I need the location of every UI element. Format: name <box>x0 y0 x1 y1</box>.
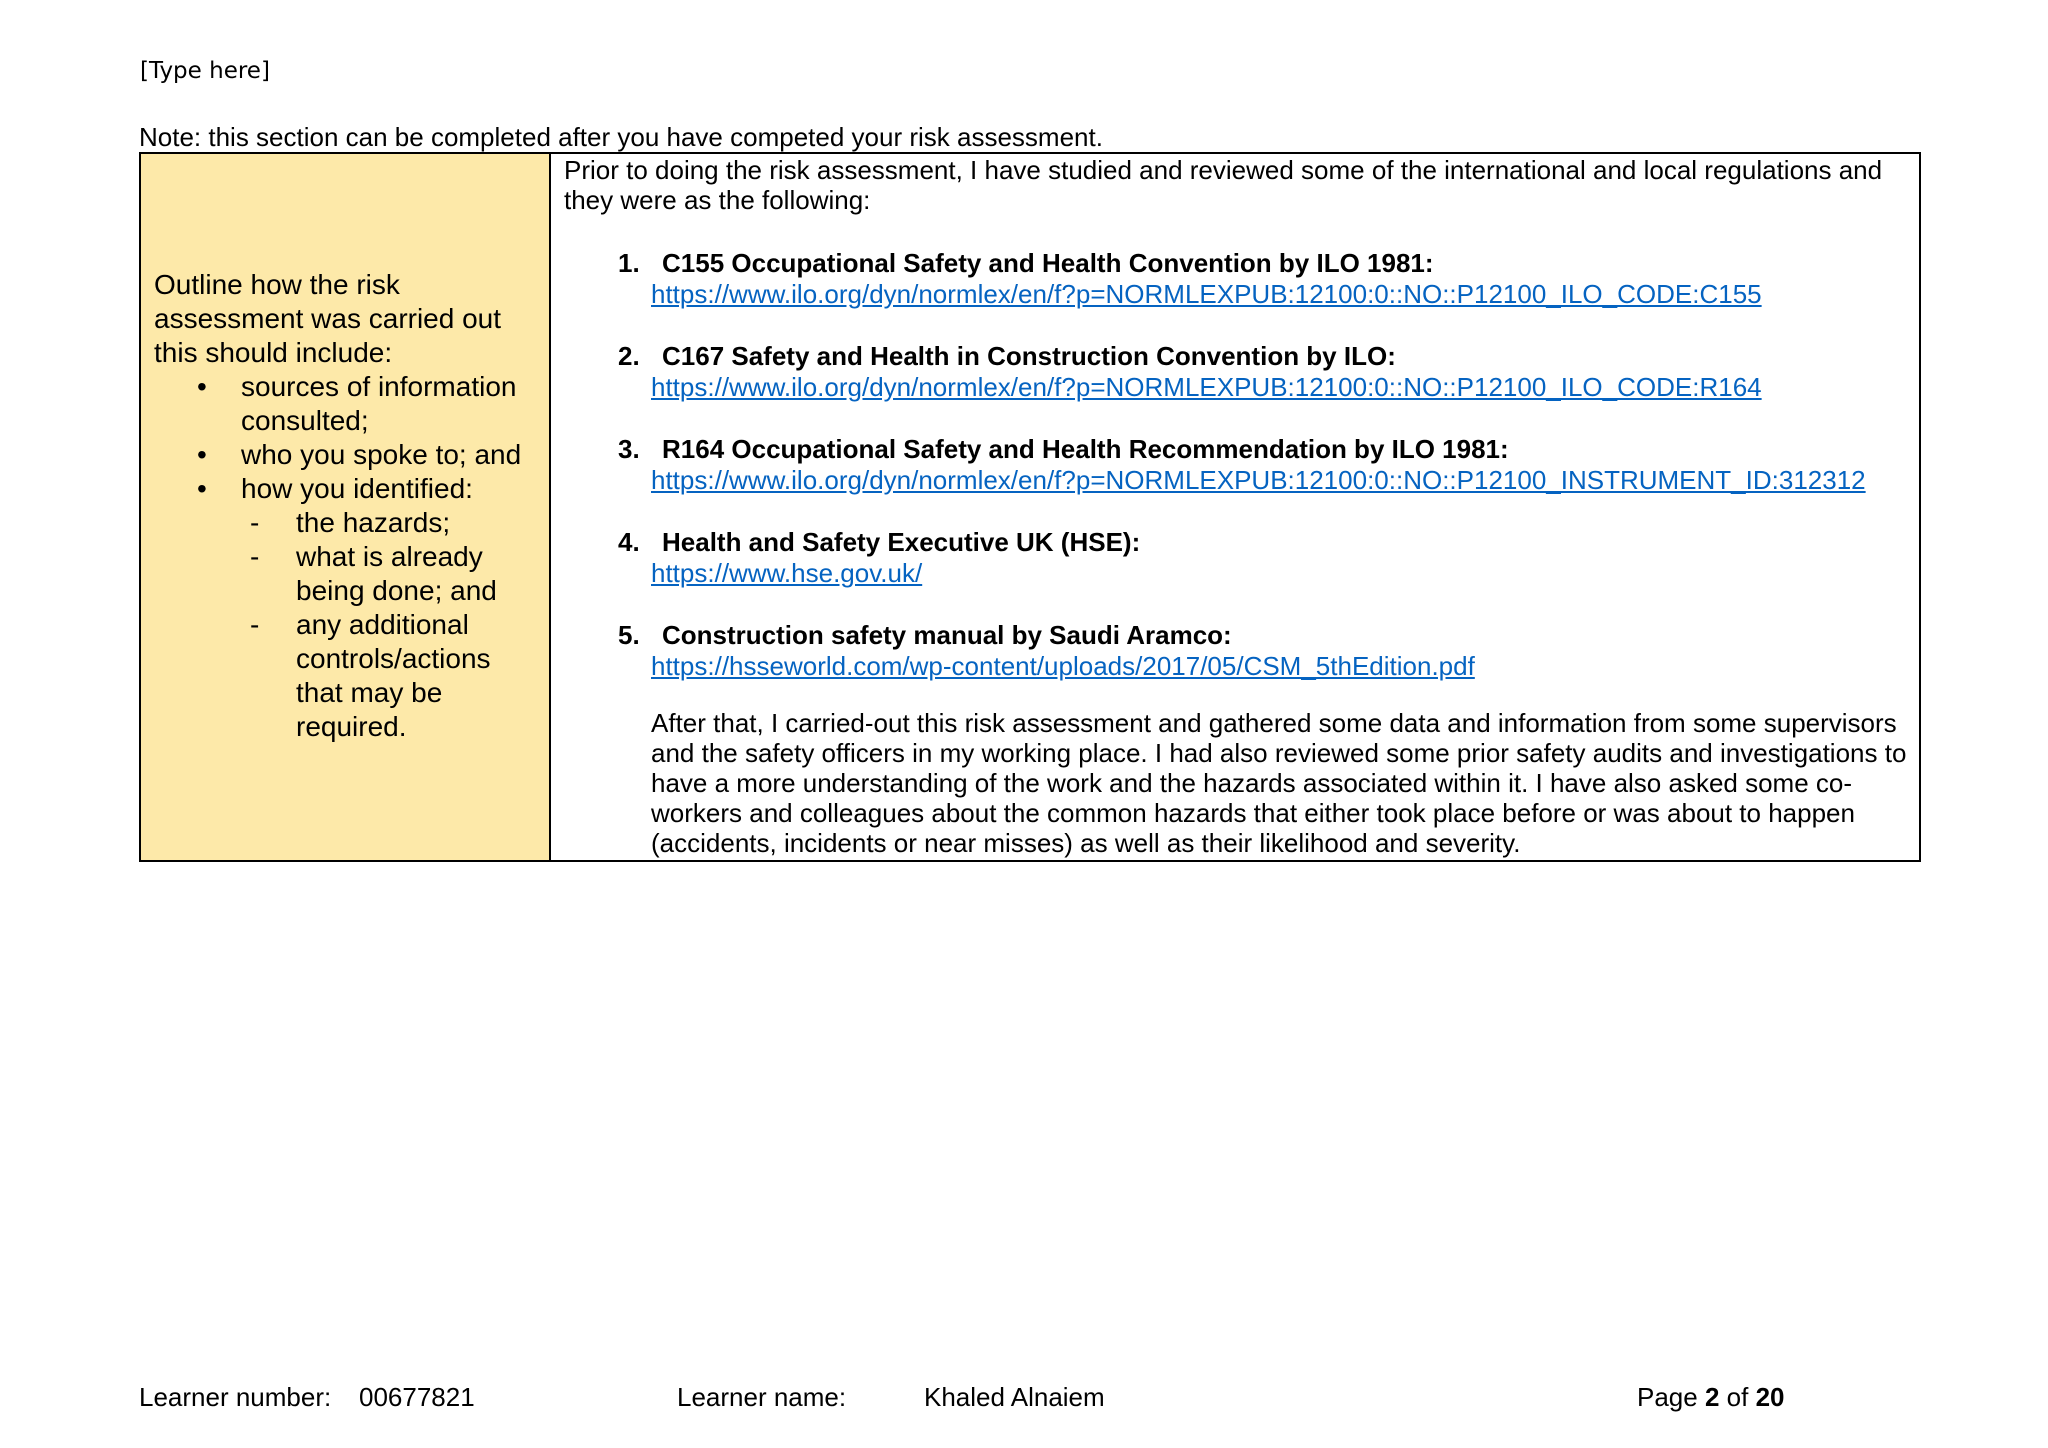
sub-item <box>154 540 544 608</box>
reference-title: R164 Occupational Safety and Health Recommendation by ILO 1981: <box>662 434 1509 464</box>
prompt-text: Outline how the risk assessment was carried out this should include: <box>154 269 502 368</box>
dash-icon: - <box>250 507 260 538</box>
page-total: 20 <box>1755 1382 1785 1412</box>
intro-paragraph: Prior to doing the risk assessment, I have studied and reviewed some of the international and local regulations and they were as the following: <box>564 155 1883 215</box>
reference-number: 1. <box>618 248 640 278</box>
sub-item-text: any additional controls/actions that may be required. <box>296 609 491 742</box>
reference-title: Construction safety manual by Saudi Aramco: <box>662 620 1232 650</box>
reference-link[interactable]: https://www.hse.gov.uk/ <box>651 558 923 588</box>
reference-title: C167 Safety and Health in Construction Convention by ILO: <box>662 341 1396 371</box>
reference-item <box>618 527 1918 589</box>
reference-item <box>618 248 1918 310</box>
reference-link[interactable]: https://www.ilo.org/dyn/normlex/en/f?p=NORMLEXPUB:12100:0::NO::P12100_INSTRUMENT_ID:312312 <box>651 465 1866 495</box>
bullet-text: who you spoke to; and <box>241 439 522 470</box>
sub-item <box>154 506 544 540</box>
bullet-icon: • <box>197 439 207 470</box>
learner-number-label: Learner number: <box>139 1382 332 1412</box>
dash-icon: - <box>250 541 260 572</box>
bullet-icon: • <box>197 473 207 504</box>
reference-item <box>618 434 1918 496</box>
section-note: Note: this section can be completed after you have competed your risk assessment. <box>139 122 1103 152</box>
response-cell <box>551 154 1919 860</box>
dash-icon: - <box>250 609 260 640</box>
bullet-text: how you identified: <box>241 473 473 504</box>
page-of: of <box>1726 1382 1749 1412</box>
page-prefix: Page <box>1637 1382 1698 1412</box>
prompt-content <box>154 268 544 744</box>
page-indicator <box>1637 1382 1785 1412</box>
header-placeholder: [Type here] <box>140 58 270 84</box>
learner-number-value: 00677821 <box>359 1382 475 1412</box>
sub-item-text: the hazards; <box>296 507 451 538</box>
bullet-item <box>154 472 544 506</box>
reference-link[interactable]: https://www.ilo.org/dyn/normlex/en/f?p=NORMLEXPUB:12100:0::NO::P12100_ILO_CODE:R164 <box>651 372 1762 402</box>
page-current: 2 <box>1704 1382 1720 1412</box>
reference-number: 2. <box>618 341 640 371</box>
reference-item <box>618 341 1918 403</box>
sub-item-text: what is already being done; and <box>296 541 497 606</box>
sub-item <box>154 608 544 744</box>
bullet-item <box>154 438 544 472</box>
bullet-text: sources of information consulted; <box>241 371 517 436</box>
reference-title: C155 Occupational Safety and Health Convention by ILO 1981: <box>662 248 1434 278</box>
prompt-bullet-list <box>154 370 544 744</box>
bullet-item <box>154 370 544 438</box>
risk-assessment-table <box>139 152 1921 862</box>
learner-name-label: Learner name: <box>677 1382 847 1412</box>
reference-item <box>618 620 1918 682</box>
reference-number: 4. <box>618 527 640 557</box>
learner-name-value: Khaled Alnaiem <box>924 1382 1105 1412</box>
prompt-cell <box>141 154 551 860</box>
reference-link[interactable]: https://www.ilo.org/dyn/normlex/en/f?p=NORMLEXPUB:12100:0::NO::P12100_ILO_CODE:C155 <box>651 279 1762 309</box>
reference-number: 3. <box>618 434 640 464</box>
reference-title: Health and Safety Executive UK (HSE): <box>662 527 1141 557</box>
reference-number: 5. <box>618 620 640 650</box>
closing-paragraph: After that, I carried-out this risk assessment and gathered some data and information from some supervisors and the safety officers in my working place. I had also reviewed some prior safety audits and investigations to have a more understanding of the work and the hazards associated within it. I have also asked some co-workers and colleagues about the common hazards that either took place before or was about to happen (accidents, incidents or near misses) as well as their likelihood and severity. <box>651 708 1907 858</box>
reference-link[interactable]: https://hsseworld.com/wp-content/uploads/2017/05/CSM_5thEdition.pdf <box>651 651 1475 681</box>
bullet-icon: • <box>197 371 207 402</box>
